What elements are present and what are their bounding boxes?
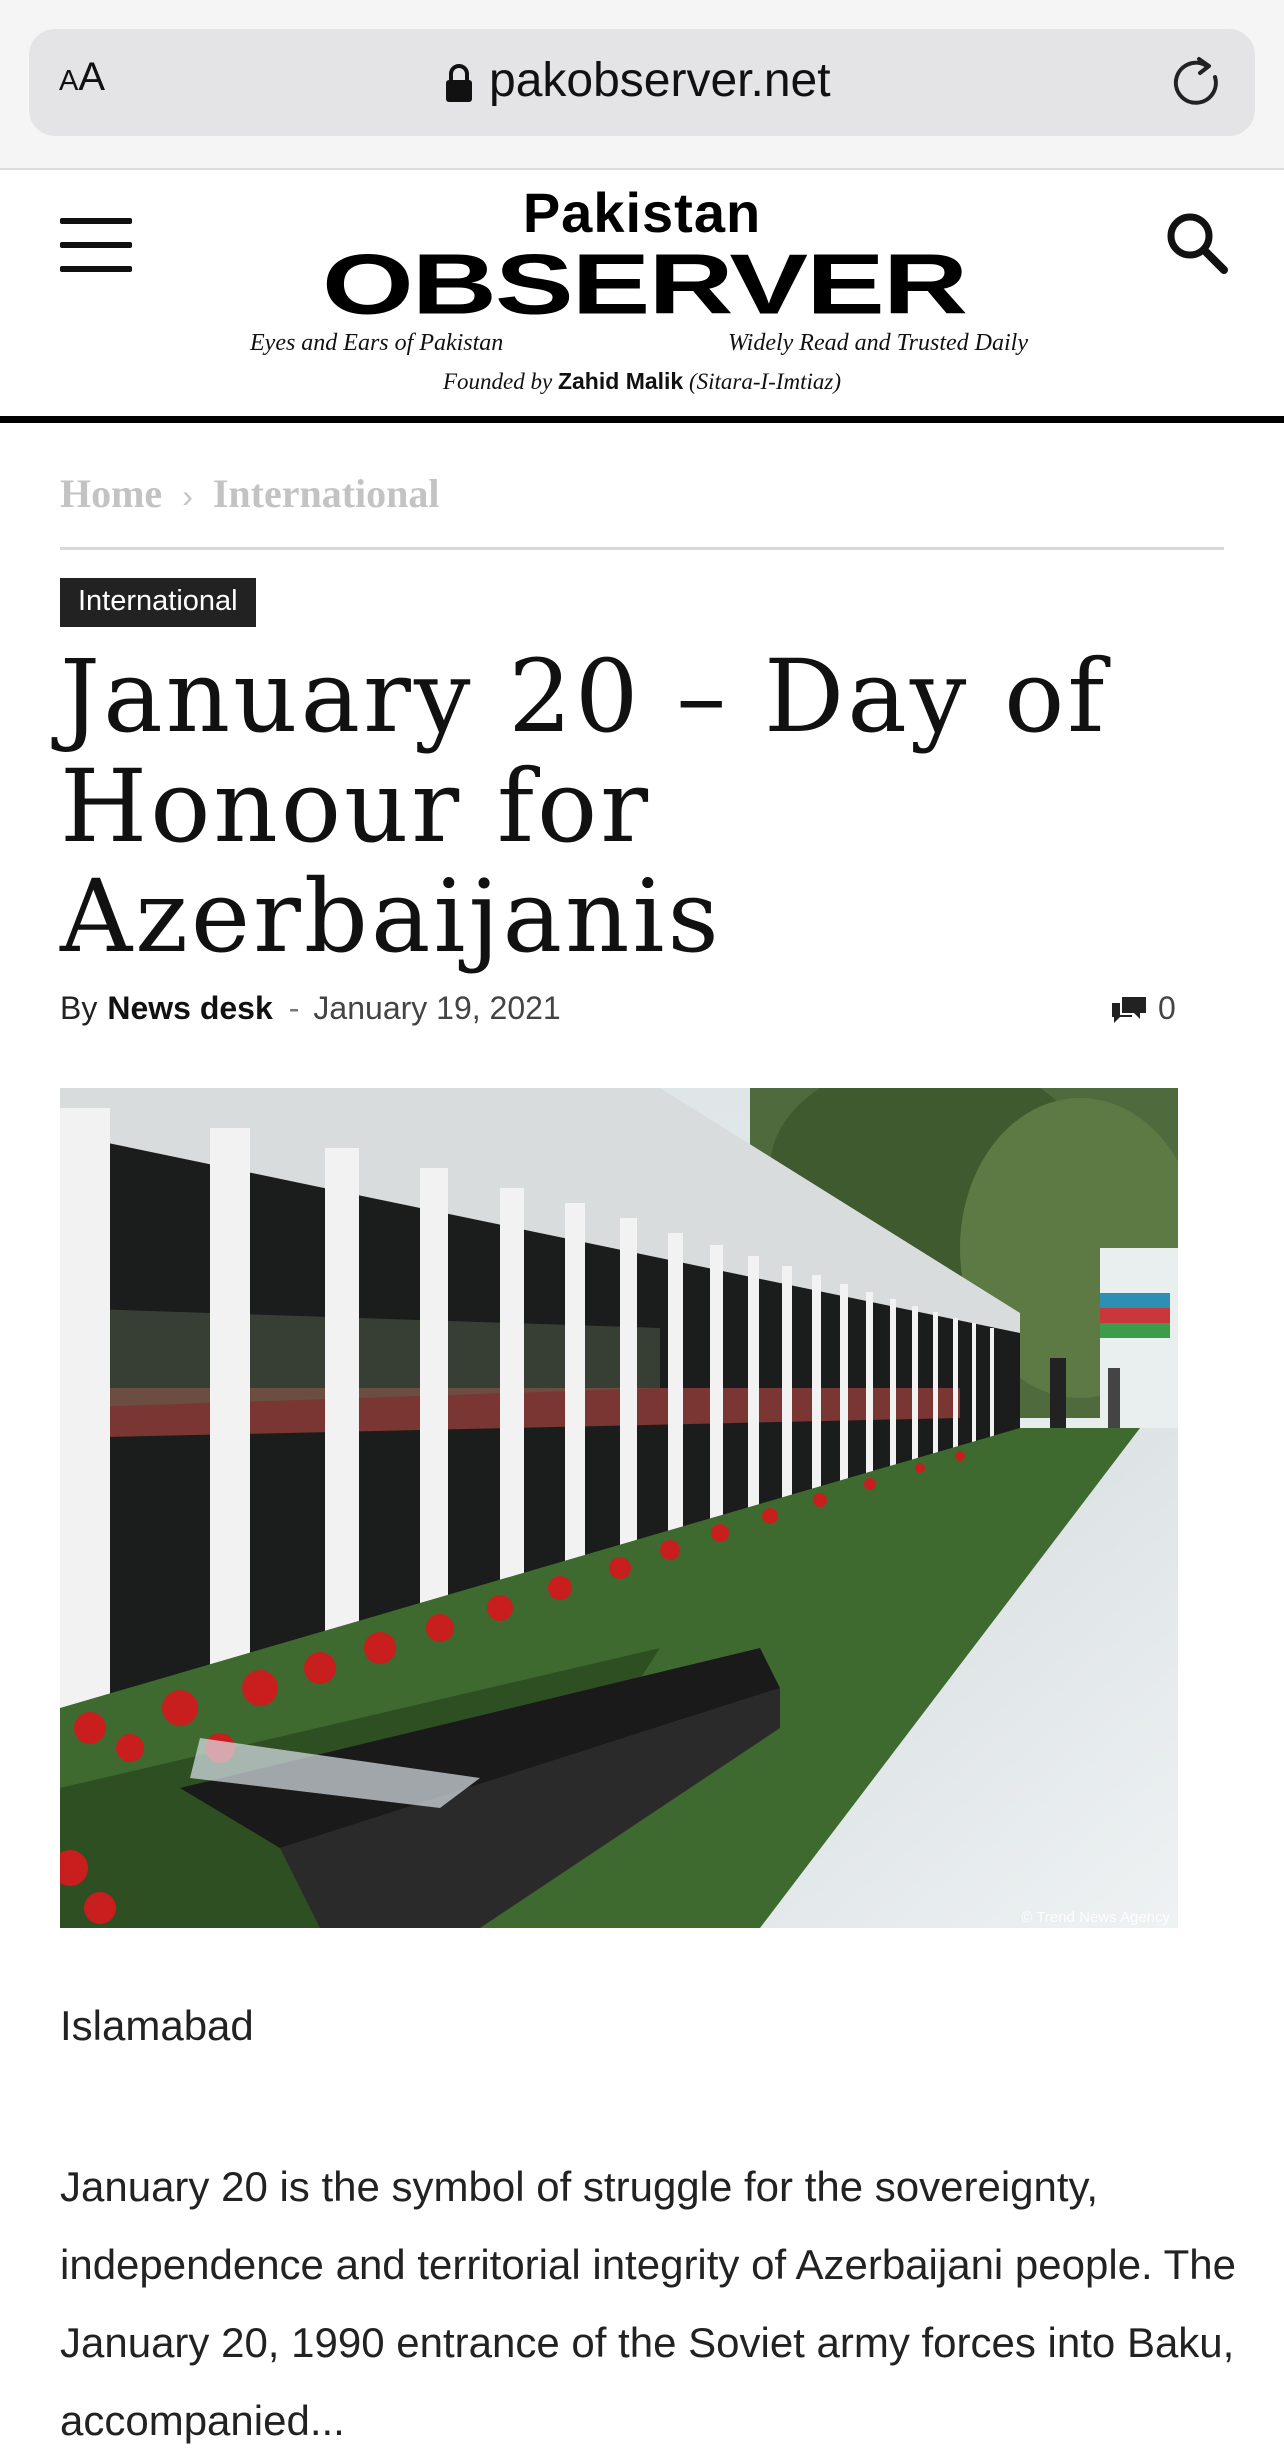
logo-observer[interactable]: OBSERVER — [321, 236, 967, 332]
site-header — [0, 170, 1284, 423]
article-meta — [60, 990, 561, 1027]
breadcrumb-international[interactable]: International — [212, 471, 440, 516]
article-dateline: Islamabad — [60, 2002, 254, 2049]
tagline-right: Widely Read and Trusted Daily — [728, 330, 1028, 356]
featured-image[interactable] — [60, 1088, 1178, 1928]
category-badge[interactable]: International — [60, 578, 256, 627]
comment-count: 0 — [1158, 990, 1176, 1026]
breadcrumb — [60, 470, 440, 517]
search-icon[interactable] — [1160, 206, 1232, 278]
founded-line: Founded by Zahid Malik (Sitara-I-Imtiaz) — [443, 368, 841, 394]
tagline-left: Eyes and Ears of Pakistan — [250, 330, 504, 356]
publish-date: January 19, 2021 — [313, 990, 561, 1026]
image-credit: © Trend News Agency — [1021, 1909, 1170, 1926]
comments-link[interactable] — [1110, 990, 1176, 1027]
breadcrumb-home[interactable]: Home — [60, 471, 163, 516]
article-title: January 20 – Day of Honour for Azerbaijanis — [60, 638, 1108, 975]
reload-icon[interactable] — [1169, 53, 1229, 113]
address-bar[interactable] — [29, 29, 1255, 136]
author-link[interactable]: News desk — [107, 990, 273, 1026]
logo-pakistan[interactable]: Pakistan — [522, 181, 762, 244]
article-body: January 20 is the symbol of struggle for the sovereignty, independence and territorial integrity of Azerbaijani people. The January 20, 1990 entrance of the Soviet army forces into Baku, accompanied... — [60, 2163, 1236, 2444]
comment-icon — [1110, 993, 1148, 1025]
lock-icon — [436, 60, 482, 106]
by-label: By — [60, 990, 98, 1026]
breadcrumb-divider — [60, 547, 1224, 550]
breadcrumb-separator: › — [182, 478, 193, 514]
text-size-button[interactable]: AA — [59, 55, 106, 99]
url-domain: pakobserver.net — [489, 54, 831, 107]
browser-toolbar — [0, 0, 1284, 170]
memorial-photo — [60, 1088, 1178, 1928]
meta-dash: - — [288, 990, 300, 1026]
